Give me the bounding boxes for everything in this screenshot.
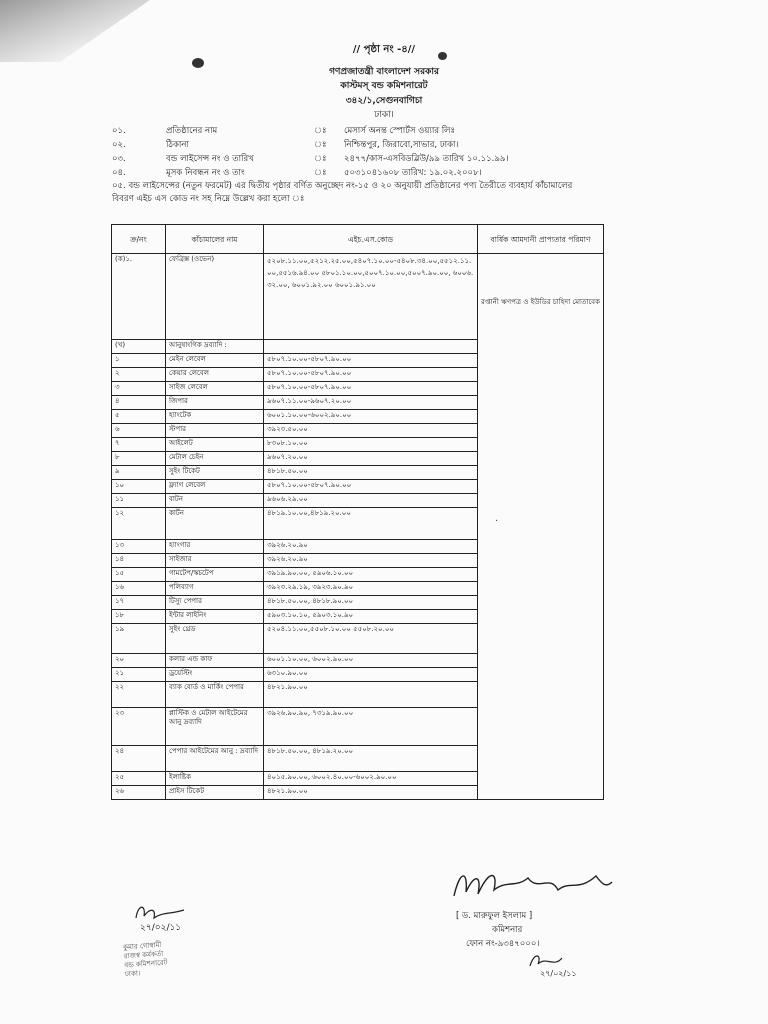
row-material-name: হ্যাংটেক xyxy=(166,410,264,424)
row-hs-code: ৪৮২১.৯০.০০ xyxy=(264,786,478,800)
commissioner-name: [ ড. মারুফুল ইসলাম ] xyxy=(456,911,533,921)
row-hs-code: ৩৯২৬.২০.৯০ xyxy=(264,540,478,554)
info-value: নিশ্চিন্তপুর, জিরাবো,সাভার, ঢাকা। xyxy=(344,140,459,150)
row-material-name: সাইজ লেবেল xyxy=(166,382,264,396)
row-material-name: ফেব্রিক্স (ওভেন) xyxy=(166,254,264,340)
row-material-name: সুইং টিকেট xyxy=(166,466,264,480)
row-hs-code: ৪৮১৮.৫০.০০, ৪৮১৯.২০.০০ xyxy=(264,746,478,772)
row-material-name: কেয়ার লেবেল xyxy=(166,368,264,382)
annual-quantity-note: রপ্তানী ঋণপত্র ও ইউডির চাহিদা মোতাবেক xyxy=(478,254,604,800)
date-right: ২৭/০২/১১ xyxy=(540,969,577,978)
row-serial: ১৩ xyxy=(112,540,166,554)
table-row xyxy=(112,254,604,340)
row-hs-code: ৯৬০৬.২৯.০০ xyxy=(264,494,478,508)
row-hs-code: ৬০০১.১০.০০-৬০০২.৯০.০০ xyxy=(264,410,478,424)
row-hs-code: ৫৮০৭.১০.০০-৫৮০৭.৯০.০০ xyxy=(264,368,478,382)
row-serial: ২৩ xyxy=(112,708,166,746)
header-serial: ক্র/নং xyxy=(112,225,166,254)
info-value: ২৪৭৭/কাস-এসবিডব্লিউ/৯৯ তারিখ ১০.১১.৯৯। xyxy=(344,154,509,164)
row-material-name: আইলেট xyxy=(166,438,264,452)
row-hs-code: ৩৯২৩.২৯.১৯, ৩৯২৩.৯০.৯০ xyxy=(264,582,478,596)
row-material-name: পেপার আইটেমের আনু : দ্রব্যাদি xyxy=(166,746,264,772)
row-material-name: ড্রয়েস্টিং xyxy=(166,668,264,682)
row-material-name: পলিব্যাগ xyxy=(166,582,264,596)
row-hs-code: ৬০০১.১০.০০, ৬০০২.৯০.০০ xyxy=(264,654,478,668)
row-material-name: মেইন লেবেল xyxy=(166,354,264,368)
row-hs-code: ৪৮১৮.৫০.০০, ৪৮১৮.৯০.০০ xyxy=(264,596,478,610)
row-material-name: ইলাষ্টিক xyxy=(166,772,264,786)
row-hs-code: ৩৯২৬.৯০.৯০, ৭৩১৯.৯০.০০ xyxy=(264,708,478,746)
info-number: ০১. xyxy=(112,126,126,136)
info-separator: ঃ xyxy=(314,140,327,150)
row-material-name: মেটাল চেইন xyxy=(166,452,264,466)
row-material-name: সাইজার xyxy=(166,554,264,568)
date-left: ২৭/০২/১১ xyxy=(140,923,182,933)
table-header-row xyxy=(112,225,604,254)
row-serial: ৩ xyxy=(112,382,166,396)
row-material-name: প্রাইস টিকেট xyxy=(166,786,264,800)
row-material-name: হ্যাংগার xyxy=(166,540,264,554)
description-paragraph: ০৫. বন্ড লাইসেন্সের (নতুন ফরমেট) এর দ্বিতীয় পৃষ্ঠার বর্ণিত অনুচ্ছেদ নং-১৫ ও ২০ অনুযায়ী প্রতিষ্ঠানের পণ্য তৈরীতে ব্যবহার্য কাঁচামালের বিবরণ এইচ এস কোড নং সহ নিম্নে উল্লেখ করা হলো ঃ xyxy=(112,181,573,204)
row-serial: ২ xyxy=(112,368,166,382)
row-serial: ১২ xyxy=(112,508,166,540)
stamp-line-1: কুমার গোস্বামী xyxy=(122,940,162,952)
row-material-name: সুইং থ্রেড xyxy=(166,624,264,654)
row-material-name: স্টপার xyxy=(166,424,264,438)
row-hs-code: ৫২০৮.১১.০০,৫২১২.২৫.০০,৫৪০৭.১০.০০-৫৪০৮.৩৪.০০,৫৫১২.১১.০০,৫৫১৬.৯৪.০০ ৫৮০১.১০.০০,৫০০৭.১০.০০,৫০০৭.৯০.০০, ৬০০৬.৩২.০০, ৬০০১.৯২.০০ ৬০০১.৯১.০০ xyxy=(264,254,478,340)
row-material-name: ফ্ল্যাগ লেবেল xyxy=(166,480,264,494)
row-hs-code: ৯৬০৭.২০.০০ xyxy=(264,452,478,466)
office-address: ৩৪২/১,সেগুনবাগিচা xyxy=(345,96,423,106)
commissioner-phone: ফোন নং-৯৩৪৭০০০। xyxy=(466,939,540,949)
info-value: মেসার্স অনন্ত স্পোর্টস ওয়্যার লিঃ xyxy=(344,126,456,136)
row-hs-code: ৫৮০৭.১০.০০-৫৮০৭.৯০.০০ xyxy=(264,480,478,494)
row-serial: ৮ xyxy=(112,452,166,466)
row-serial: ২৬ xyxy=(112,786,166,800)
row-serial: ২২ xyxy=(112,682,166,708)
stamp-line-3: বন্ড কমিশনারেট xyxy=(124,958,168,970)
row-serial: (খ) xyxy=(112,340,166,354)
row-hs-code: ৩৯২৬.২০.৯০ xyxy=(264,554,478,568)
row-serial: ১ xyxy=(112,354,166,368)
row-serial: ১০ xyxy=(112,480,166,494)
header-annual-quantity: বার্ষিক আমদানী প্রাপ্যতার পরিমাণ xyxy=(478,225,604,254)
row-serial: ১৭ xyxy=(112,596,166,610)
row-serial: ১৫ xyxy=(112,568,166,582)
row-hs-code: ৩৯২৩.৫০.০০ xyxy=(264,424,478,438)
row-hs-code: ৫৮০৭.১০.০০-৫৮০৭.৯০.০০ xyxy=(264,382,478,396)
row-material-name: কার্টন xyxy=(166,508,264,540)
row-hs-code: ৪৮১৮.৫০.০০ xyxy=(264,466,478,480)
info-label: প্রতিষ্ঠানের নাম xyxy=(166,126,218,136)
row-serial: ৯ xyxy=(112,466,166,480)
row-serial: ১৬ xyxy=(112,582,166,596)
official-stamp xyxy=(123,941,169,980)
row-hs-code: ৪৮২১.৯০.০০ xyxy=(264,682,478,708)
row-material-name: জিপার xyxy=(166,396,264,410)
commissioner-signature xyxy=(446,862,616,912)
info-number: ০২. xyxy=(112,140,126,150)
row-hs-code: ৪৮১৯.১০.০০,৪৮১৯.২০.০০ xyxy=(264,508,478,540)
row-serial: ৭ xyxy=(112,438,166,452)
info-number: ০৪. xyxy=(112,168,126,178)
row-serial: ২৪ xyxy=(112,746,166,772)
info-number: ০৩. xyxy=(112,154,126,164)
row-material-name: ব্যাক বোর্ড ও মার্কিং পেপার xyxy=(166,682,264,708)
row-material-name: টিস্যু পেপার xyxy=(166,596,264,610)
row-hs-code: ৬৩১০.৯০.০০ xyxy=(264,668,478,682)
row-material-name: ইন্টার লাইনিং xyxy=(166,610,264,624)
row-hs-code: ৩৯১৯.৯০.০০, ৫৯০৬.১০.০০ xyxy=(264,568,478,582)
info-label: ঠিকানা xyxy=(166,140,189,150)
info-label: বন্ড লাইসেন্স নং ও তারিখ xyxy=(166,154,254,164)
scan-speck: · xyxy=(495,516,499,527)
row-serial: ১৮ xyxy=(112,610,166,624)
row-hs-code: ৯৬০৭.১১.০০-৯৬০৭.২০.০০ xyxy=(264,396,478,410)
info-separator: ঃ xyxy=(314,168,327,178)
row-serial: ২১ xyxy=(112,668,166,682)
info-value: ৫০৩১০৪১৬০৮ তারিখ: ১৯.০২.২০০৮। xyxy=(344,168,482,178)
row-material-name: কলার এন্ড কাফ xyxy=(166,654,264,668)
row-hs-code: ৫৯০৩.১০.১০, ৫৯০৩.১০.৯০ xyxy=(264,610,478,624)
row-hs-code: ৪০১৫.৯০.০০, ৬০০২.৪০.০০-৬০০২.৯০.০০ xyxy=(264,772,478,786)
raw-materials-table xyxy=(111,224,604,800)
row-hs-code: ৫২০৪.১১.০০,৫৫০৮.১০.০০ ৫৫০৮.২০.০০ xyxy=(264,624,478,654)
row-serial: ২০ xyxy=(112,654,166,668)
row-serial: ১১ xyxy=(112,494,166,508)
commissioner-designation: কমিশনার xyxy=(492,925,523,935)
row-serial: (ক)১. xyxy=(112,254,166,340)
row-serial: ৬ xyxy=(112,424,166,438)
office-city: ঢাকা। xyxy=(374,110,394,120)
row-serial: ২৫ xyxy=(112,772,166,786)
row-serial: ১৪ xyxy=(112,554,166,568)
row-material-name: গামটেপ/স্কচটেপ xyxy=(166,568,264,582)
government-name: গণপ্রজাতন্ত্রী বাংলাদেশ সরকার xyxy=(329,67,439,77)
office-name: কাস্টমস্ বন্ড কমিশনারেট xyxy=(340,81,428,91)
header-hs-code: এইচ.এস.কোড xyxy=(264,225,478,254)
row-serial: ৫ xyxy=(112,410,166,424)
info-separator: ঃ xyxy=(314,154,327,164)
row-serial: ১৯ xyxy=(112,624,166,654)
row-hs-code: ৮৩০৮.১০.০০ xyxy=(264,438,478,452)
info-label: মূসক নিবন্ধন নং ও তাং xyxy=(166,168,245,178)
stamp-line-2: রাজস্ব কর্মকর্তা xyxy=(123,949,164,961)
info-separator: ঃ xyxy=(314,126,327,136)
row-serial: ৪ xyxy=(112,396,166,410)
row-hs-code xyxy=(264,340,478,354)
row-material-name: প্লাস্টিক ও মেটাল আইটেমের আনু দ্রব্যাদি xyxy=(166,708,264,746)
row-material-name: আনুষাংগিক দ্রব্যাদি : xyxy=(166,340,264,354)
header-material-name: কাঁচামালের নাম xyxy=(166,225,264,254)
page-number: // পৃষ্ঠা নং -৪// xyxy=(352,44,416,55)
row-material-name: বাটন xyxy=(166,494,264,508)
row-hs-code: ৫৮০৭.১০.০০-৫৮০৭.৯০.০০ xyxy=(264,354,478,368)
stamp-line-4: ঢাকা। xyxy=(124,969,141,979)
